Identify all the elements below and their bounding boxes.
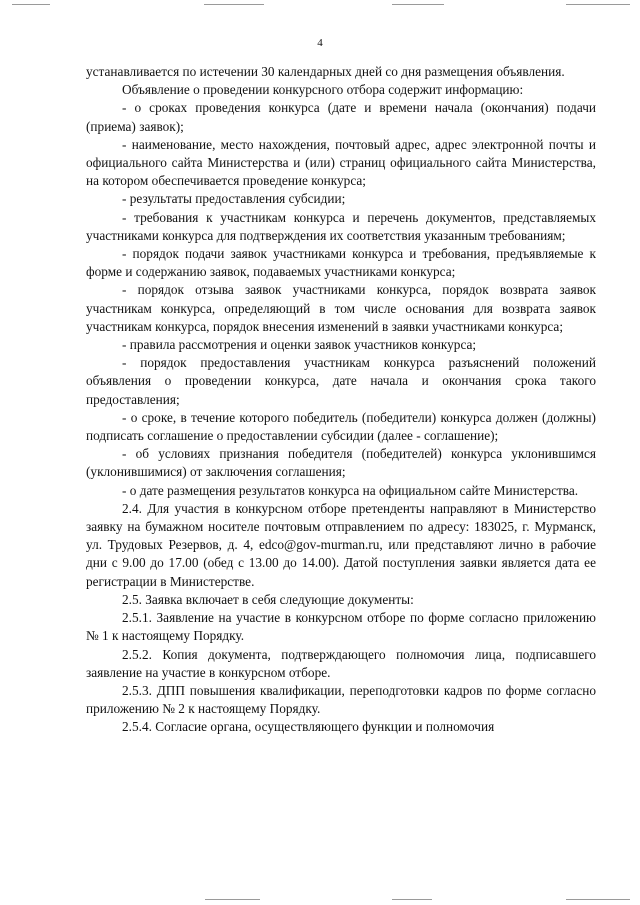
paragraph: 2.5.4. Согласие органа, осуществляющего функции и полномочия bbox=[122, 719, 495, 735]
body-text bbox=[86, 63, 596, 737]
scan-edge-line bbox=[566, 899, 630, 900]
paragraph: - наименование, место нахождения, почтовый адрес, адрес электронной почты и официального сайта Министерства и (или) страниц официального сайта Министерства, на котором обеспечивается проведение конкурса; bbox=[86, 136, 596, 189]
scan-edge-line bbox=[392, 4, 444, 5]
scan-edge-line bbox=[566, 4, 630, 5]
paragraph: устанавливается по истечении 30 календарных дней со дня размещения объявления. bbox=[86, 64, 565, 79]
paragraph: 2.5. Заявка включает в себя следующие документы: bbox=[122, 591, 414, 607]
paragraph: - правила рассмотрения и оценки заявок участников конкурса; bbox=[122, 337, 477, 353]
paragraph: - требования к участникам конкурса и перечень документов, представляемых участниками конкурса для подтверждения их соответствия указанным требованиям; bbox=[86, 209, 596, 243]
scan-edge-line bbox=[205, 899, 260, 900]
paragraph: - результаты предоставления субсидии; bbox=[122, 191, 346, 207]
page-number: 4 bbox=[317, 37, 323, 49]
paragraph: 2.5.2. Копия документа, подтверждающего полномочия лица, подписавшего заявление на участие в конкурсном отборе. bbox=[86, 646, 596, 680]
paragraph: - порядок отзыва заявок участниками конкурса, порядок возврата заявок участникам конкурса, определяющий в том числе основания для возврата заявок участникам конкурса, порядок внесения изменений в заявки участниками конкурса; bbox=[86, 282, 596, 334]
paragraph: 2.4. Для участия в конкурсном отборе претенденты направляют в Министерство заявку на бумажном носителе почтовым отправлением по адресу: 183025, г. Мурманск, ул. Трудовых Резервов, д. 4, edco@gov-murman.ru, или представляют лично в рабочие дни с 9.00 до 17.00 (обед с 13.00 до 14.00). Датой поступления заявки является дата ее регистрации в Министерстве. bbox=[86, 500, 596, 589]
paragraph: - об условиях признания победителя (победителей) конкурса уклонившимся (уклонившимися) от заключения соглашения; bbox=[86, 446, 596, 480]
paragraph: - о дате размещения результатов конкурса на официальном сайте Министерства. bbox=[122, 482, 579, 498]
paragraph: 2.5.1. Заявление на участие в конкурсном отборе по форме согласно приложению № 1 к настоящему Порядку. bbox=[86, 610, 596, 644]
paragraph: - порядок предоставления участникам конкурса разъяснений положений объявления о проведении конкурса, дате начала и окончания срока такого предоставления; bbox=[86, 355, 596, 407]
paragraph: Объявление о проведении конкурсного отбора содержит информацию: bbox=[122, 82, 524, 98]
paragraph: 2.5.3. ДПП повышения квалификации, переподготовки кадров по форме согласно приложению № 2 к настоящему Порядку. bbox=[86, 682, 596, 717]
scan-edge-line bbox=[204, 4, 264, 5]
scan-edge-line bbox=[392, 899, 432, 900]
paragraph: - о сроках проведения конкурса (дате и времени начала (окончания) подачи (приема) заявок); bbox=[86, 100, 596, 134]
paragraph: - порядок подачи заявок участниками конкурса и требования, предъявляемые к форме и содержанию заявок, подаваемых участниками конкурса; bbox=[86, 246, 596, 280]
scan-edge-line bbox=[12, 4, 50, 5]
paragraph: - о сроке, в течение которого победитель (победители) конкурса должен (должны) подписать соглашение о предоставлении субсидии (далее - соглашение); bbox=[86, 409, 596, 444]
